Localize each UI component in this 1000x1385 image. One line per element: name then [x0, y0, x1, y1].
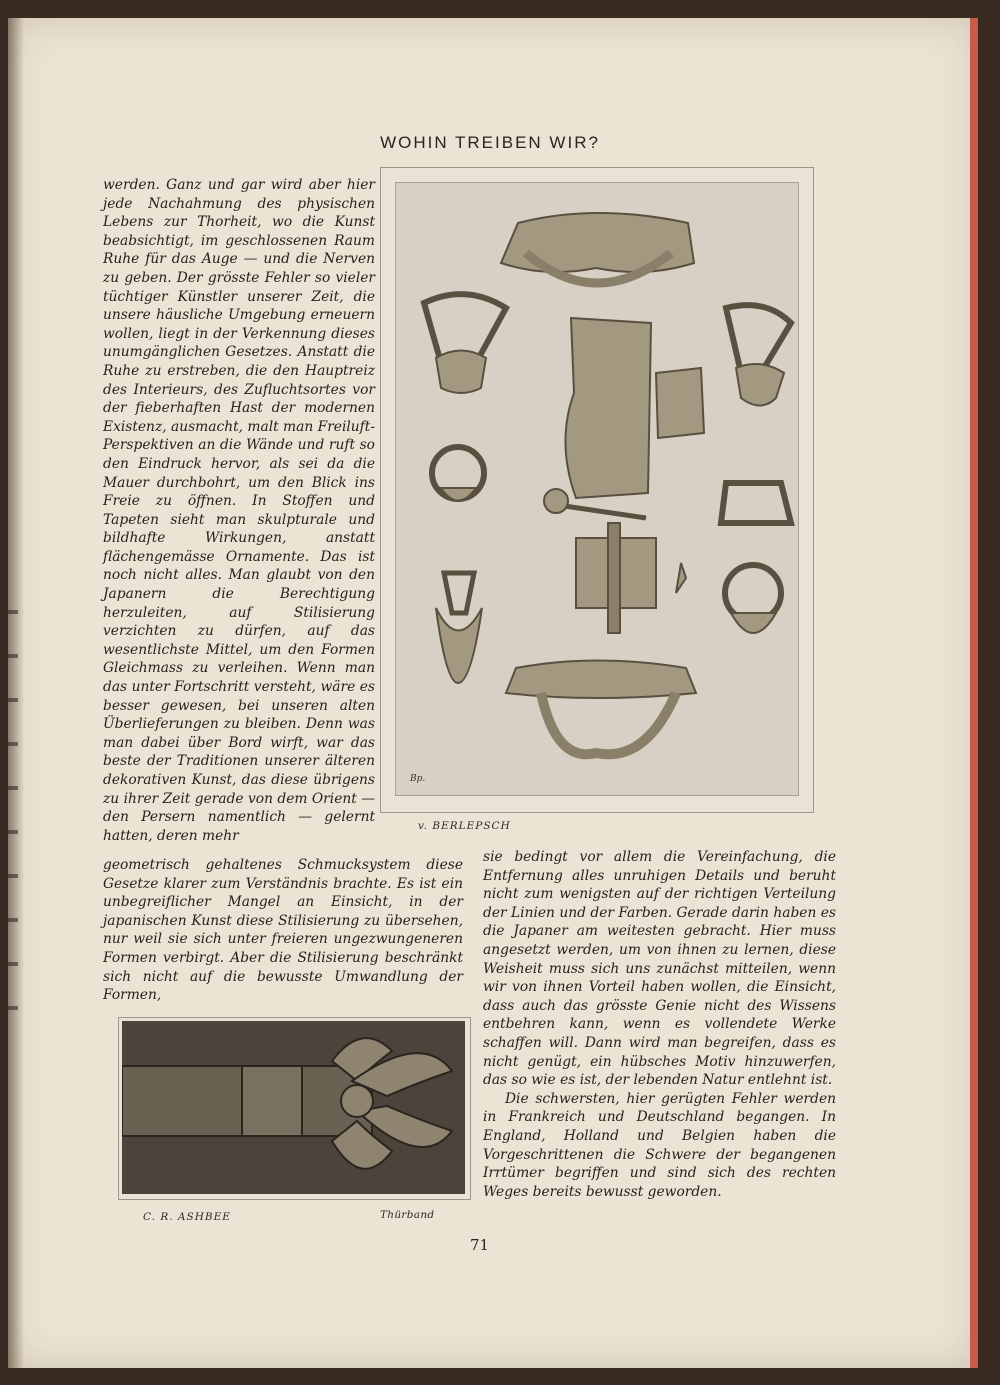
door-band-figure	[118, 1017, 471, 1200]
right-column	[483, 848, 836, 1201]
door-band-caption-author: C. R. ASHBEE	[143, 1211, 231, 1223]
plate-signature: Bp.	[410, 774, 426, 784]
right-pull-backplate	[736, 364, 784, 406]
margin-marks	[8, 588, 18, 1048]
bottom-plate-fitting	[506, 661, 696, 699]
top-plate-fitting	[501, 213, 694, 272]
door-band-photo-plate	[122, 1021, 465, 1194]
fittings-figure	[380, 167, 814, 813]
right-column-paragraph-1: sie bedingt vor allem die Vereinfachung, die Entfernung alles unruhigen Details und beruht nicht zum wenigsten auf der richtigen Verteilung der Linien und der Farben. Gerade darin haben es die Japaner am weitesten gebracht. Hier muss angesetzt werden, um von ihnen zu lernen, diese Weisheit muss sich uns zunächst mitteilen, wenn wir von ihnen Vorteil haben wollen, die Einsicht, dass auch das grösste Genie nicht des Wissens entbehren kann, wenn es vollendete Werke schaffen will. Dann wird man begreifen, dass es nicht genügt, ein hübsches Motiv hinzuwerfen, das so wie es ist, der lebenden Natur entlehnt ist.	[483, 849, 836, 1089]
hinge-pin	[608, 523, 620, 633]
page-edge	[970, 18, 978, 1368]
fittings-illustration	[396, 183, 798, 795]
door-band-illustration	[122, 1021, 465, 1194]
right-box-pull	[721, 483, 791, 523]
bottom-handle-bail	[541, 693, 676, 754]
right-escutcheon	[731, 613, 776, 633]
band-clamp	[242, 1066, 302, 1136]
central-plate-fitting	[565, 318, 651, 498]
fittings-caption: v. BERLEPSCH	[418, 820, 511, 832]
nail	[676, 563, 686, 593]
right-triangle-pull	[726, 305, 791, 373]
door-band-caption-title: Thürband	[380, 1209, 435, 1221]
left-column-top-text: werden. Ganz und gar wird aber hier jede Nachahmung des physischen Lebens zur Thorheit, wo die Kunst beabsichtigt, im geschlossenen Raum Ruhe für das Auge — und die Nerven zu geben. Der grösste Fehler so vieler tüchtiger Künstler unserer Zeit, die unsere häusliche Umgebung erneuern wollen, liegt in der Verkennung dieses unumgänglichen Gesetzes. Anstatt die Ruhe zu erstreben, die den Hauptreiz des Interieurs, des Zufluchtsortes vor der fieberhaften Hast der modernen Existenz, ausmacht, malt man Freiluft-Perspektiven an die Wände und ruft so den Eindruck hervor, als sei da die Mauer durchbohrt, um den Blick ins Freie zu öffnen. In Stoffen und Tapeten sieht man skulpturale und bildhafte Wirkungen, anstatt flächengemässe Ornamente. Das ist noch nicht alles. Man glaubt von den Japanern die Berechtigung herzuleiten, auf Stilisierung verzichten zu dürfen, auf das wesentlichste Mittel, um den Formen Gleichmass zu verleihen. Wenn man das unter Fortschritt versteht, wäre es besser gewesen, bei unseren alten Überlieferungen zu bleiben. Denn was man dabei über Bord wirft, war das beste der Traditionen unserer älteren dekorativen Kunst, das diese übrigens zu ihrer Zeit gerade von dem Orient — den Persern namentlich — gelernt hatten, deren mehr	[103, 177, 375, 844]
fittings-photo-plate	[395, 182, 799, 796]
page-number: 71	[470, 1236, 490, 1254]
side-plate-fitting	[656, 368, 704, 438]
right-column-paragraph-2: Die schwersten, hier gerügten Fehler werden in Frankreich und Deutschland begangen. In England, Holland und Belgien haben die Vorgeschrittenen die Schwere der begangenen Irrtümer begriffen und sind sich des rechten Weges bereits bewusst geworden.	[483, 1090, 836, 1200]
left-pull-backplate	[436, 351, 486, 394]
key-bow	[544, 489, 568, 513]
left-column-bottom-text: geometrisch gehaltenes Schmucksystem diese Gesetze klarer zum Verständnis brachte. Es ist ein unbegreiflicher Mangel an Einsicht, in der japanischen Kunst diese Stilisierung zu übersehen, nur weil sie sich unter freieren ungezwungeneren Formen verbirgt. Aber die Stilisierung beschränkt sich nicht auf die bewusste Umwandlung der Formen,	[103, 857, 463, 1004]
running-head: WOHIN TREIBEN WIR?	[380, 133, 600, 152]
left-drop-pull	[444, 573, 474, 613]
left-escutcheon	[436, 608, 482, 683]
